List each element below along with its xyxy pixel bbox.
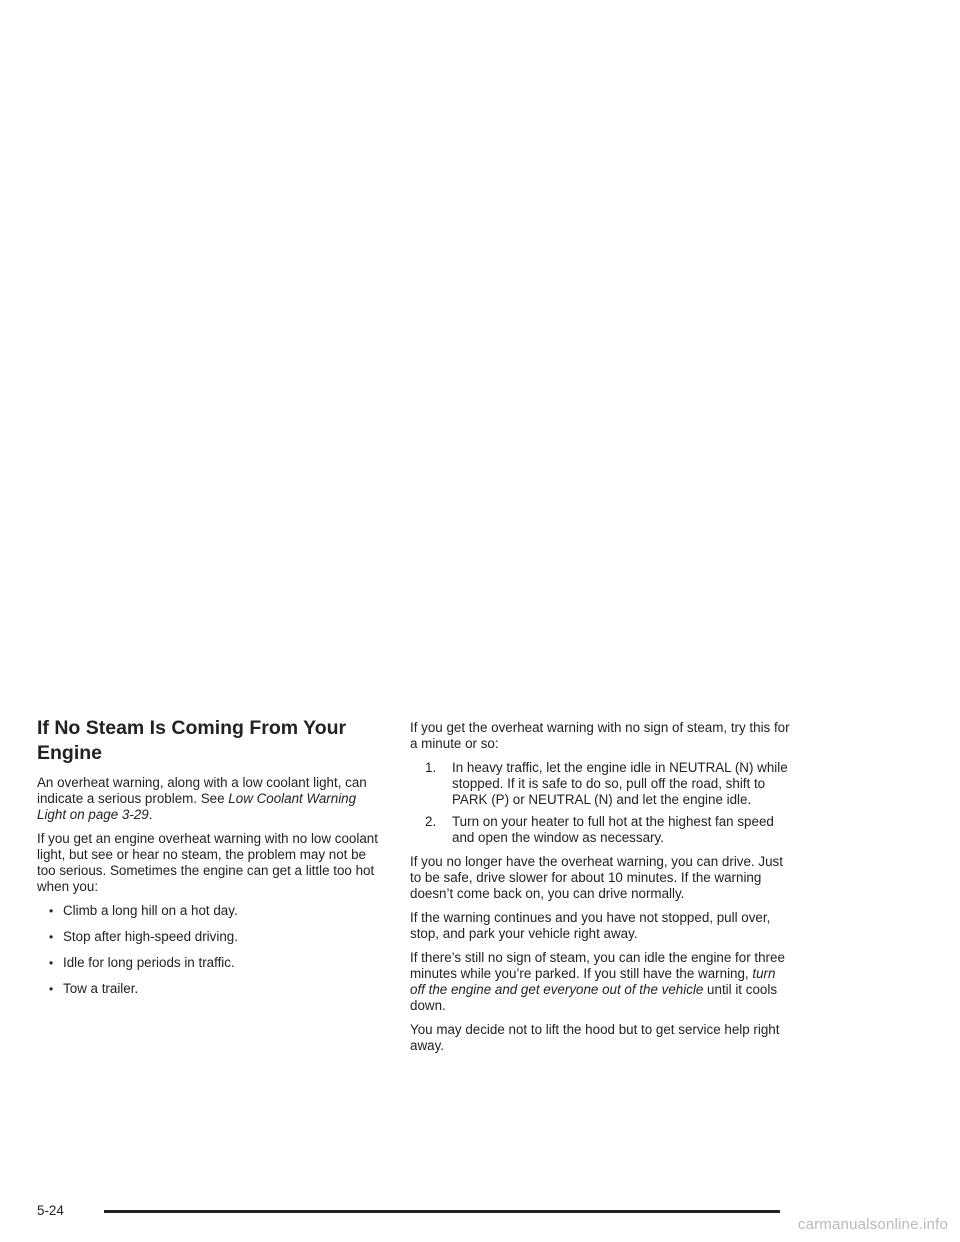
bullet-icon: • bbox=[49, 930, 54, 944]
still-no-steam-end: until it cools down. bbox=[410, 982, 778, 1013]
list-item bbox=[49, 929, 387, 945]
no-longer-warning-paragraph: If you no longer have the overheat warning, you can drive. Just to be safe, drive slower for about 10 minutes. If the warning doesn’t come back on, you can drive normally. bbox=[410, 854, 783, 901]
coolant-paragraph-text: An overheat warning, along with a low coolant light, can indicate a serious problem. See bbox=[37, 775, 367, 806]
still-no-steam-text: If there’s still no sign of steam, you can idle the engine for three minutes while you’re parked. If you still have the warning, bbox=[410, 950, 785, 981]
page-number: 5-24 bbox=[37, 1203, 64, 1218]
step-number: 2. bbox=[425, 814, 437, 829]
still-no-steam-paragraph bbox=[410, 950, 790, 1014]
list-item bbox=[49, 903, 387, 919]
left-column bbox=[37, 716, 387, 1007]
list-item-text: Tow a trailer. bbox=[63, 981, 139, 996]
coolant-paragraph bbox=[37, 775, 387, 823]
footer-divider bbox=[104, 1210, 780, 1213]
coolant-light-reference: Low Coolant Warning Light on page 3-29 bbox=[37, 791, 357, 822]
coolant-paragraph-end: . bbox=[148, 807, 153, 822]
hot-conditions-list bbox=[37, 903, 387, 997]
list-item-text: Stop after high-speed driving. bbox=[63, 929, 238, 944]
list-item-text: Idle for long periods in traffic. bbox=[63, 955, 235, 970]
watermark: carmanualsonline.info bbox=[797, 1216, 948, 1233]
right-column bbox=[410, 720, 790, 1062]
bullet-icon: • bbox=[49, 956, 54, 970]
step-item bbox=[425, 760, 790, 808]
turn-off-engine-emphasis: turn off the engine and get everyone out of the vehicle bbox=[410, 966, 776, 997]
warning-continues-paragraph: If the warning continues and you have not stopped, pull over, stop, and park your vehicle right away. bbox=[410, 910, 771, 941]
steps-list bbox=[410, 760, 790, 846]
step-text: In heavy traffic, let the engine idle in NEUTRAL (N) while stopped. If it is safe to do so, pull off the road, shift to PARK (P) or NEUTRAL (N) and let the engine idle. bbox=[452, 760, 788, 807]
intro-paragraph: If you get the overheat warning with no sign of steam, try this for a minute or so: bbox=[410, 720, 790, 751]
list-item bbox=[49, 955, 387, 971]
no-low-coolant-paragraph: If you get an engine overheat warning with no low coolant light, but see or hear no steam, the problem may not be too serious. Sometimes the engine can get a little too hot when you: bbox=[37, 831, 378, 894]
step-number: 1. bbox=[425, 760, 437, 775]
bullet-icon: • bbox=[49, 904, 54, 918]
service-paragraph: You may decide not to lift the hood but to get service help right away. bbox=[410, 1022, 780, 1053]
step-text: Turn on your heater to full hot at the highest fan speed and open the window as necessary. bbox=[452, 814, 774, 845]
step-item bbox=[425, 814, 790, 846]
bullet-icon: • bbox=[49, 982, 54, 996]
list-item bbox=[49, 981, 387, 997]
list-item-text: Climb a long hill on a hot day. bbox=[63, 903, 238, 918]
section-title: If No Steam Is Coming From Your Engine bbox=[37, 717, 347, 764]
